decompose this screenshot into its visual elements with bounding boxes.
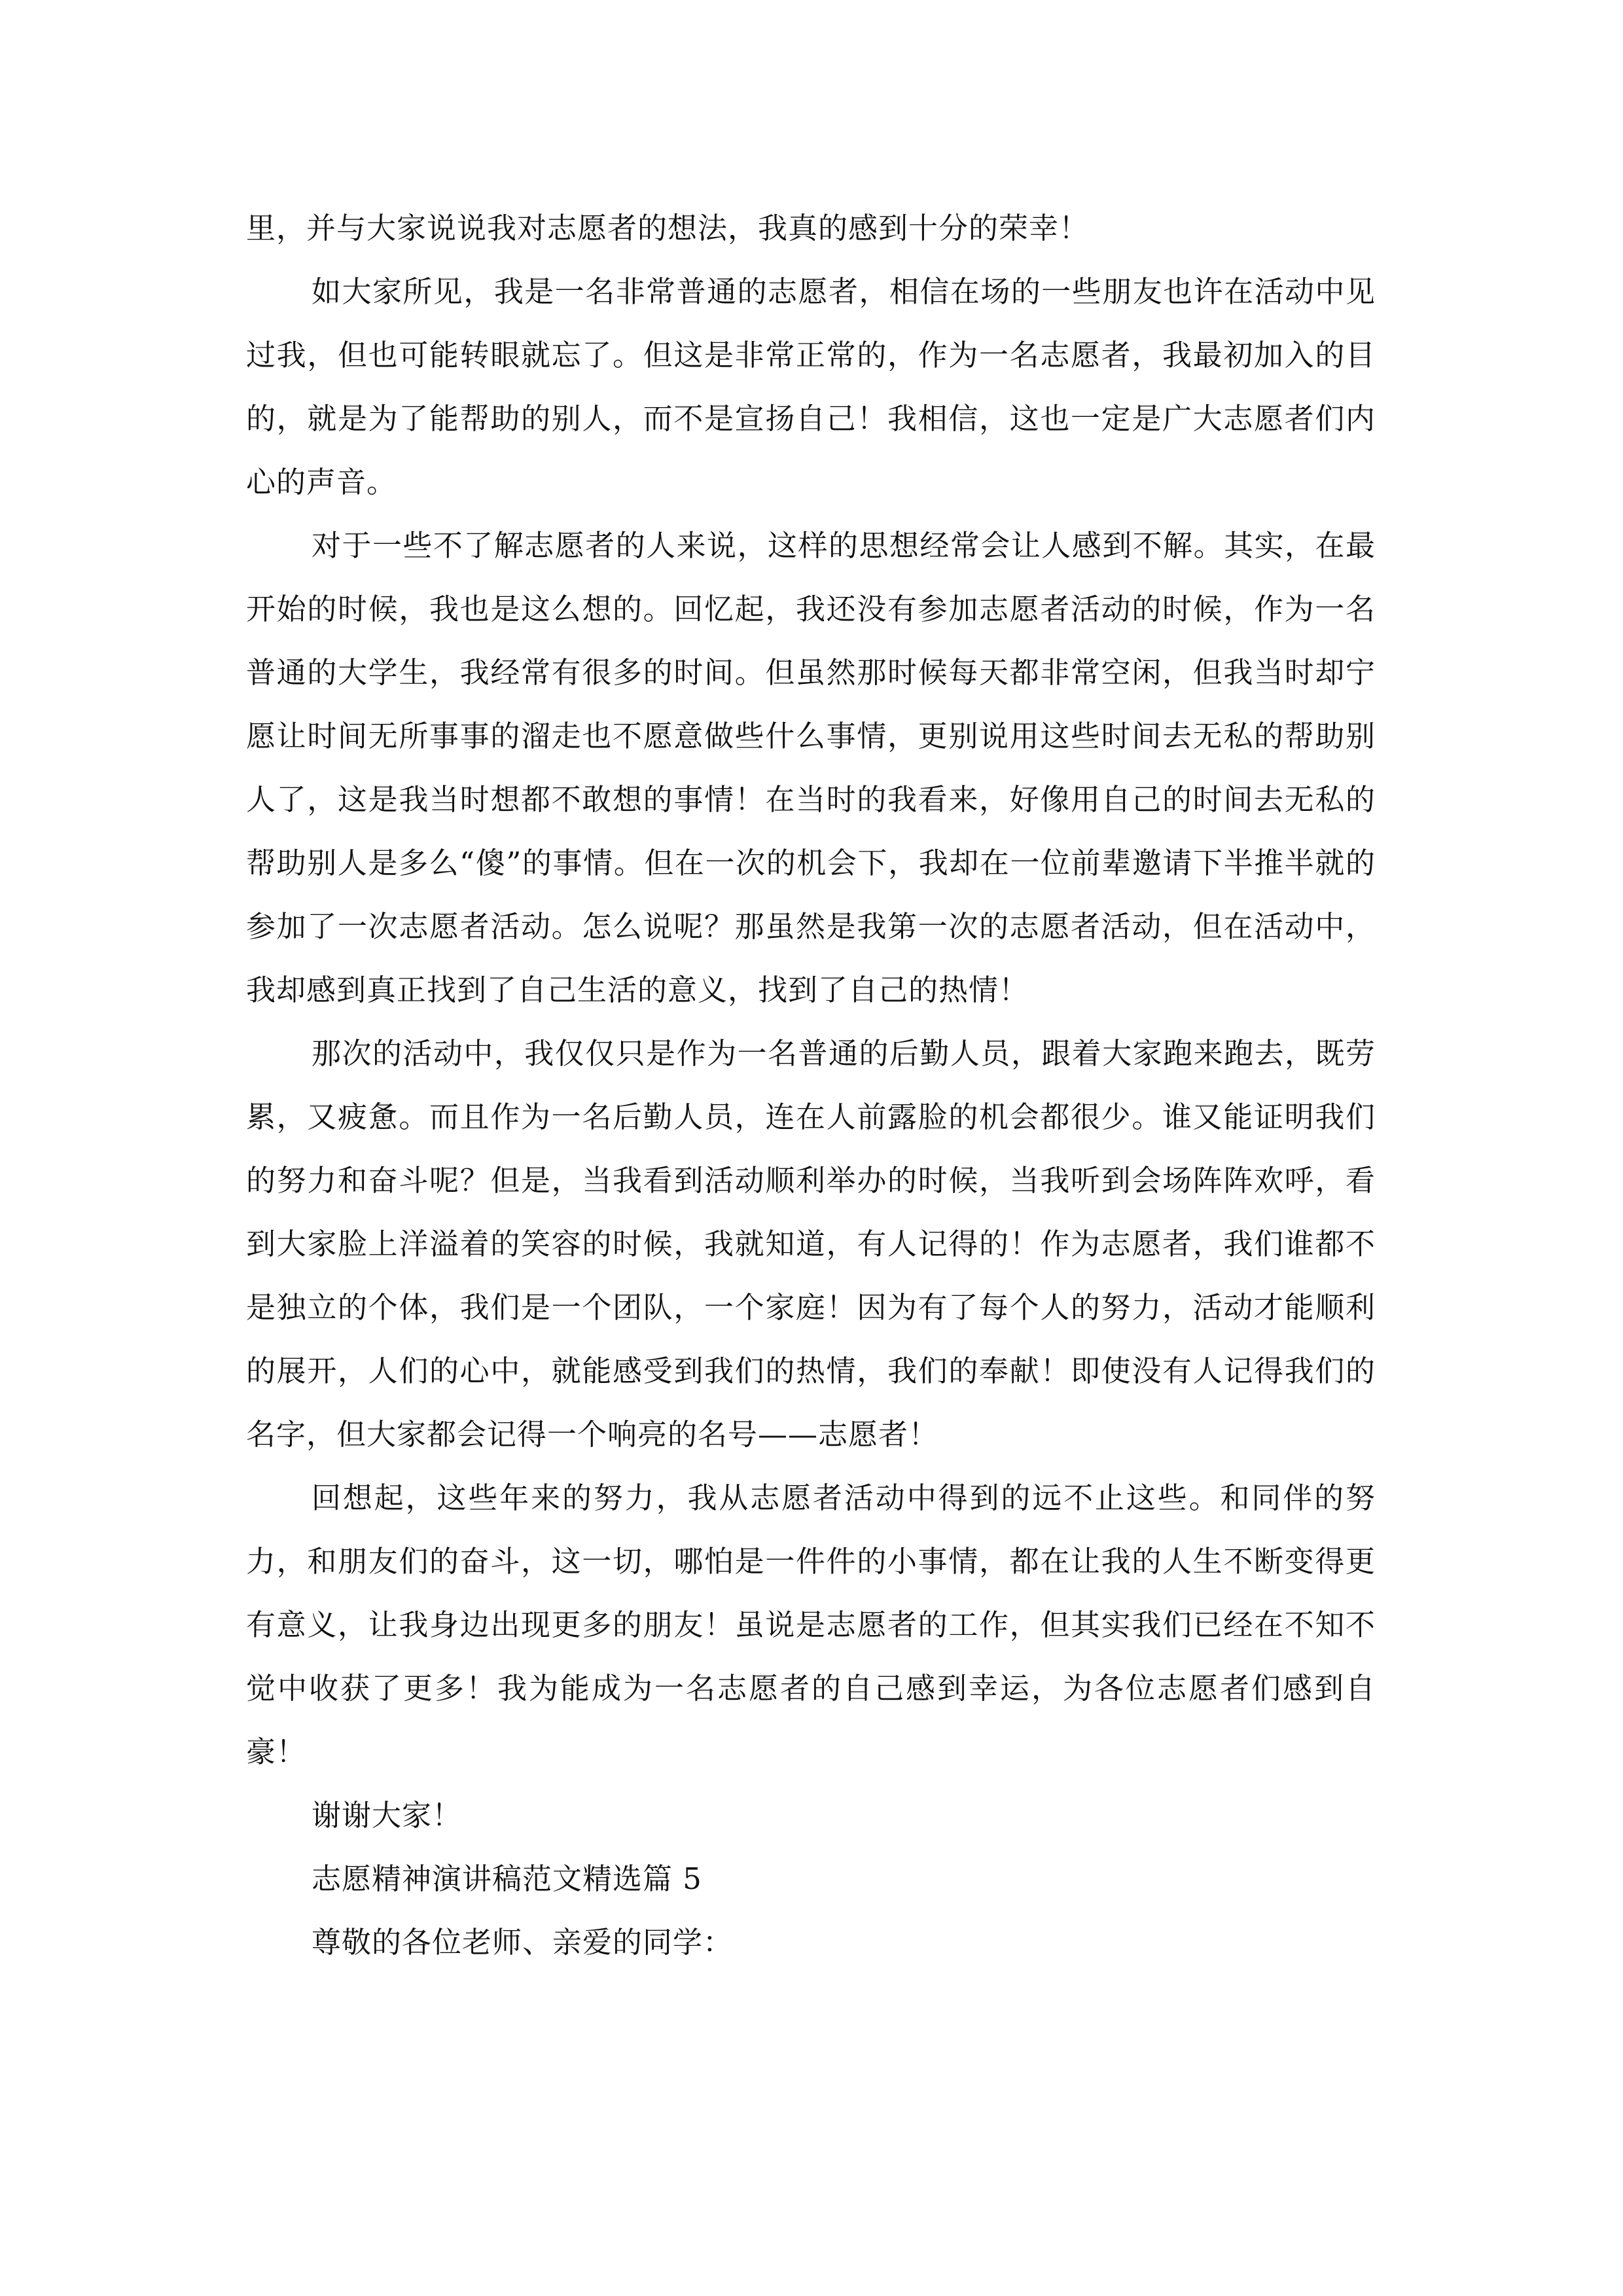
paragraph-greeting: 尊敬的各位老师、亲爱的同学： [312,1925,734,1960]
paragraph-thanks: 谢谢大家！ [312,1798,463,1833]
paragraph-introduction: 如大家所见，我是一名非常普通的志愿者，相信在场的一些朋友也许在活动中见过我，但也可能转眼就忘了。但这是非常正常的，作为一名志愿者，我最初加入的目的，就是为了能帮助的别人，而不是宣扬自己！我相信，这也一定是广大志愿者们内心的声音。 [246,274,1376,499]
paragraph-first-experience: 对于一些不了解志愿者的人来说，这样的思想经常会让人感到不解。其实，在最开始的时候，我也是这么想的。回忆起，我还没有参加志愿者活动的时候，作为一名普通的大学生，我经常有很多的时间。但虽然那时候每天都非常空闲，但我当时却宁愿让时间无所事事的溜走也不愿意做些什么事情，更别说用这些时间去无私的帮助别人了，这是我当时想都不敢想的事情！在当时的我看来，好像用自己的时间去无私的帮助别人是多么“傻”的事情。但在一次的机会下，我却在一位前辈邀请下半推半就的参加了一次志愿者活动。怎么说呢？那虽然是我第一次的志愿者活动，但在活动中，我却感到真正找到了自己生活的意义，找到了自己的热情！ [246,528,1376,1007]
paragraph-continuation: 里，并与大家说说我对志愿者的想法，我真的感到十分的荣幸！ [246,211,1090,245]
section-heading: 志愿精神演讲稿范文精选篇 5 [312,1861,702,1896]
paragraph-activity-story: 那次的活动中，我仅仅只是作为一名普通的后勤人员，跟着大家跑来跑去，既劳累，又疲惫。而且作为一名后勤人员，连在人前露脸的机会都很少。谁又能证明我们的努力和奋斗呢？但是，当我看到活动顺利举办的时候，当我听到会场阵阵欢呼，看到大家脸上洋溢着的笑容的时候，我就知道，有人记得的！作为志愿者，我们谁都不是独立的个体，我们是一个团队，一个家庭！因为有了每个人的努力，活动才能顺利的展开，人们的心中，就能感受到我们的热情，我们的奉献！即使没有人记得我们的名字，但大家都会记得一个响亮的名号——志愿者！ [246,1036,1376,1452]
paragraph-reflection: 回想起，这些年来的努力，我从志愿者活动中得到的远不止这些。和同伴的努力，和朋友们的奋斗，这一切，哪怕是一件件的小事情，都在让我的人生不断变得更有意义，让我身边出现更多的朋友！虽说是志愿者的工作，但其实我们已经在不知不觉中收获了更多！我为能成为一名志愿者的自己感到幸运，为各位志愿者们感到自豪！ [246,1480,1376,1769]
document-body [246,196,1376,1974]
